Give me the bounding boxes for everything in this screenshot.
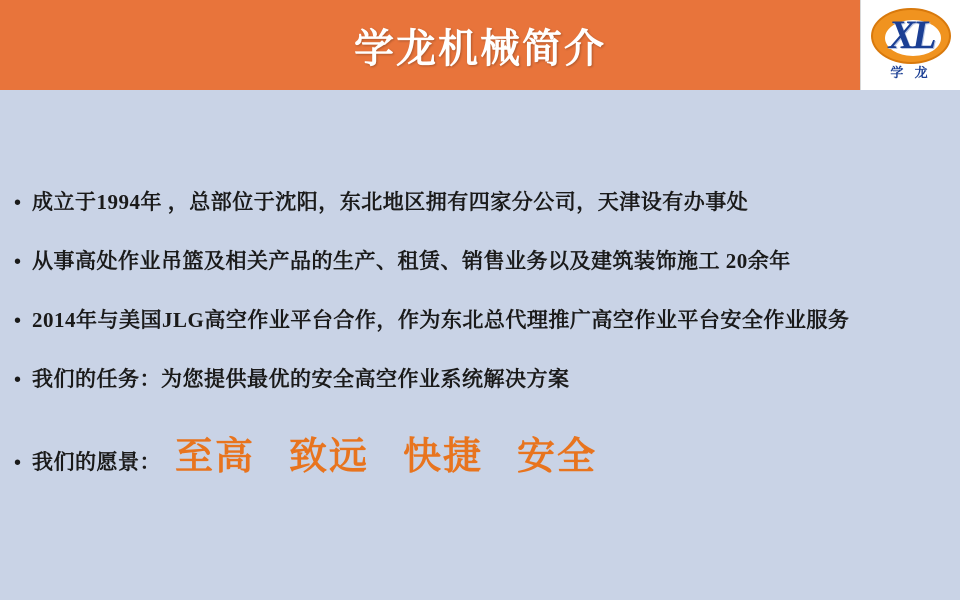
company-logo [860,0,960,90]
page-title: 学龙机械简介 [354,25,606,71]
slide-header [0,0,960,90]
list-item-text: 成立于1994年 ，总部位于沈阳，东北地区拥有四家分公司，天津设有办事处 [32,190,749,214]
logo-monogram: XL [888,11,934,57]
vision-word: 快捷 [403,436,484,478]
vision-words [175,425,597,480]
list-item [14,363,570,393]
list-item [14,245,791,275]
vision-list-item [14,425,597,480]
vision-row-content [32,425,597,480]
slide-content [0,90,960,600]
list-item-text: 2014年与美国JLG高空作业平台合作，作为东北总代理推广高空作业平台安全作业服务 [32,308,850,332]
vision-word: 安全 [517,436,598,478]
list-item [14,304,849,334]
logo-inner [865,2,957,88]
bullet-marker-icon: • [14,310,22,332]
logo-name: 学 龙 [890,65,932,80]
vision-word: 致远 [289,436,370,478]
bullet-marker-icon: • [14,452,22,474]
bullet-marker-icon: • [14,369,22,391]
bullet-marker-icon: • [14,251,22,273]
vision-word: 至高 [175,436,256,478]
list-item-text: 我们的任务：为您提供最优的安全高空作业系统解决方案 [32,367,570,391]
vision-label: 我们的愿景： [32,450,161,474]
bullet-marker-icon: • [14,192,22,214]
list-item-text: 从事高处作业吊篮及相关产品的生产、租赁、销售业务以及建筑装饰施工 20余年 [32,249,791,273]
list-item [14,186,748,216]
